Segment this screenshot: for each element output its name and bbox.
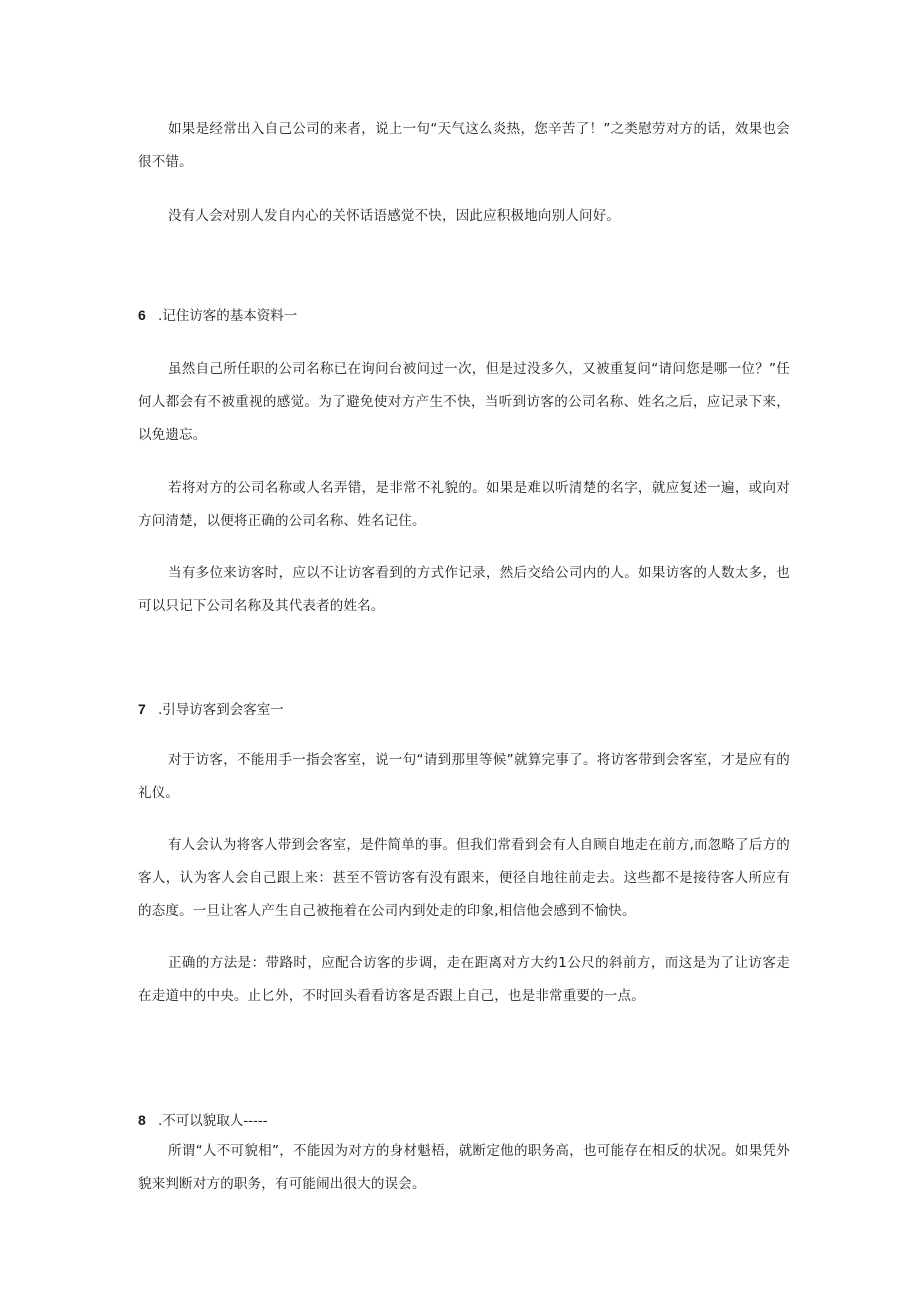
section-title: .不可以貌取人----- <box>158 1113 268 1129</box>
paragraph-record-visitor: 虽然自己所任职的公司名称已在询问台被问过一次，但是过没多久，又被重复问“请问您是哪一位？”任何人都会有不被重视的感觉。为了避免使对方产生不快，当听到访客的公司名称、姓名之后，应记录下来，以免遗忘。 <box>138 361 790 443</box>
paragraph-guide-to-room: 对于访客，不能用手一指会客室，说一句“请到那里等候”就算完事了。将访客带到会客室，才是应有的礼仪。 <box>138 752 790 801</box>
paragraph-correct-names: 若将对方的公司名称或人名弄错，是非常不礼貌的。如果是难以听清楚的名字，就应复述一遍，或向对方问清楚，以便将正确的公司名称、姓名记住。 <box>138 480 790 529</box>
section-heading-6 <box>138 303 297 328</box>
section-number: 6 <box>138 307 146 323</box>
section-number: 7 <box>138 701 146 717</box>
section-title: .引导访客到会客室一 <box>158 702 284 718</box>
paragraph-correct-method: 正确的方法是：带路时，应配合访客的步调，走在距离对方大约1公尺的斜前方，而这是为了让访客走在走道中的中央。止匕外，不时回头看看访客是否跟上自己，也是非常重要的一点。 <box>138 955 790 1004</box>
paragraph-multiple-visitors: 当有多位来访客时，应以不让访客看到的方式作记录，然后交给公司内的人。如果访客的人数太多，也可以只记下公司名称及其代表者的姓名。 <box>138 565 790 614</box>
paragraph-greeting-care: 没有人会对别人发自内心的关怀话语感觉不快，因此应积极地向别人问好。 <box>168 208 621 224</box>
paragraph-appearance: 所谓“人不可貌相”，不能因为对方的身材魁梧，就断定他的职务高，也可能存在相反的状况。如果凭外貌来判断对方的职务，有可能闹出很大的误会。 <box>138 1143 790 1192</box>
section-number: 8 <box>138 1112 146 1128</box>
paragraph-walking-attitude: 有人会认为将客人带到会客室，是件简单的事。但我们常看到会有人自顾自地走在前方,而忽略了后方的客人，认为客人会自己跟上来：甚至不管访客有没有跟来，便径自地往前走去。这些都不是接待客人所应有的态度。一旦让客人产生自己被拖着在公司内到处走的印象,相信他会感到不愉快。 <box>138 837 790 919</box>
section-heading-7 <box>138 697 284 722</box>
paragraph-greeting-regulars: 如果是经常出入自己公司的来者，说上一句“天气这么炎热，您辛苦了！”之类慰劳对方的话，效果也会很不错。 <box>138 121 790 170</box>
section-heading-8 <box>138 1108 268 1133</box>
section-title: .记住访客的基本资料一 <box>158 308 298 324</box>
